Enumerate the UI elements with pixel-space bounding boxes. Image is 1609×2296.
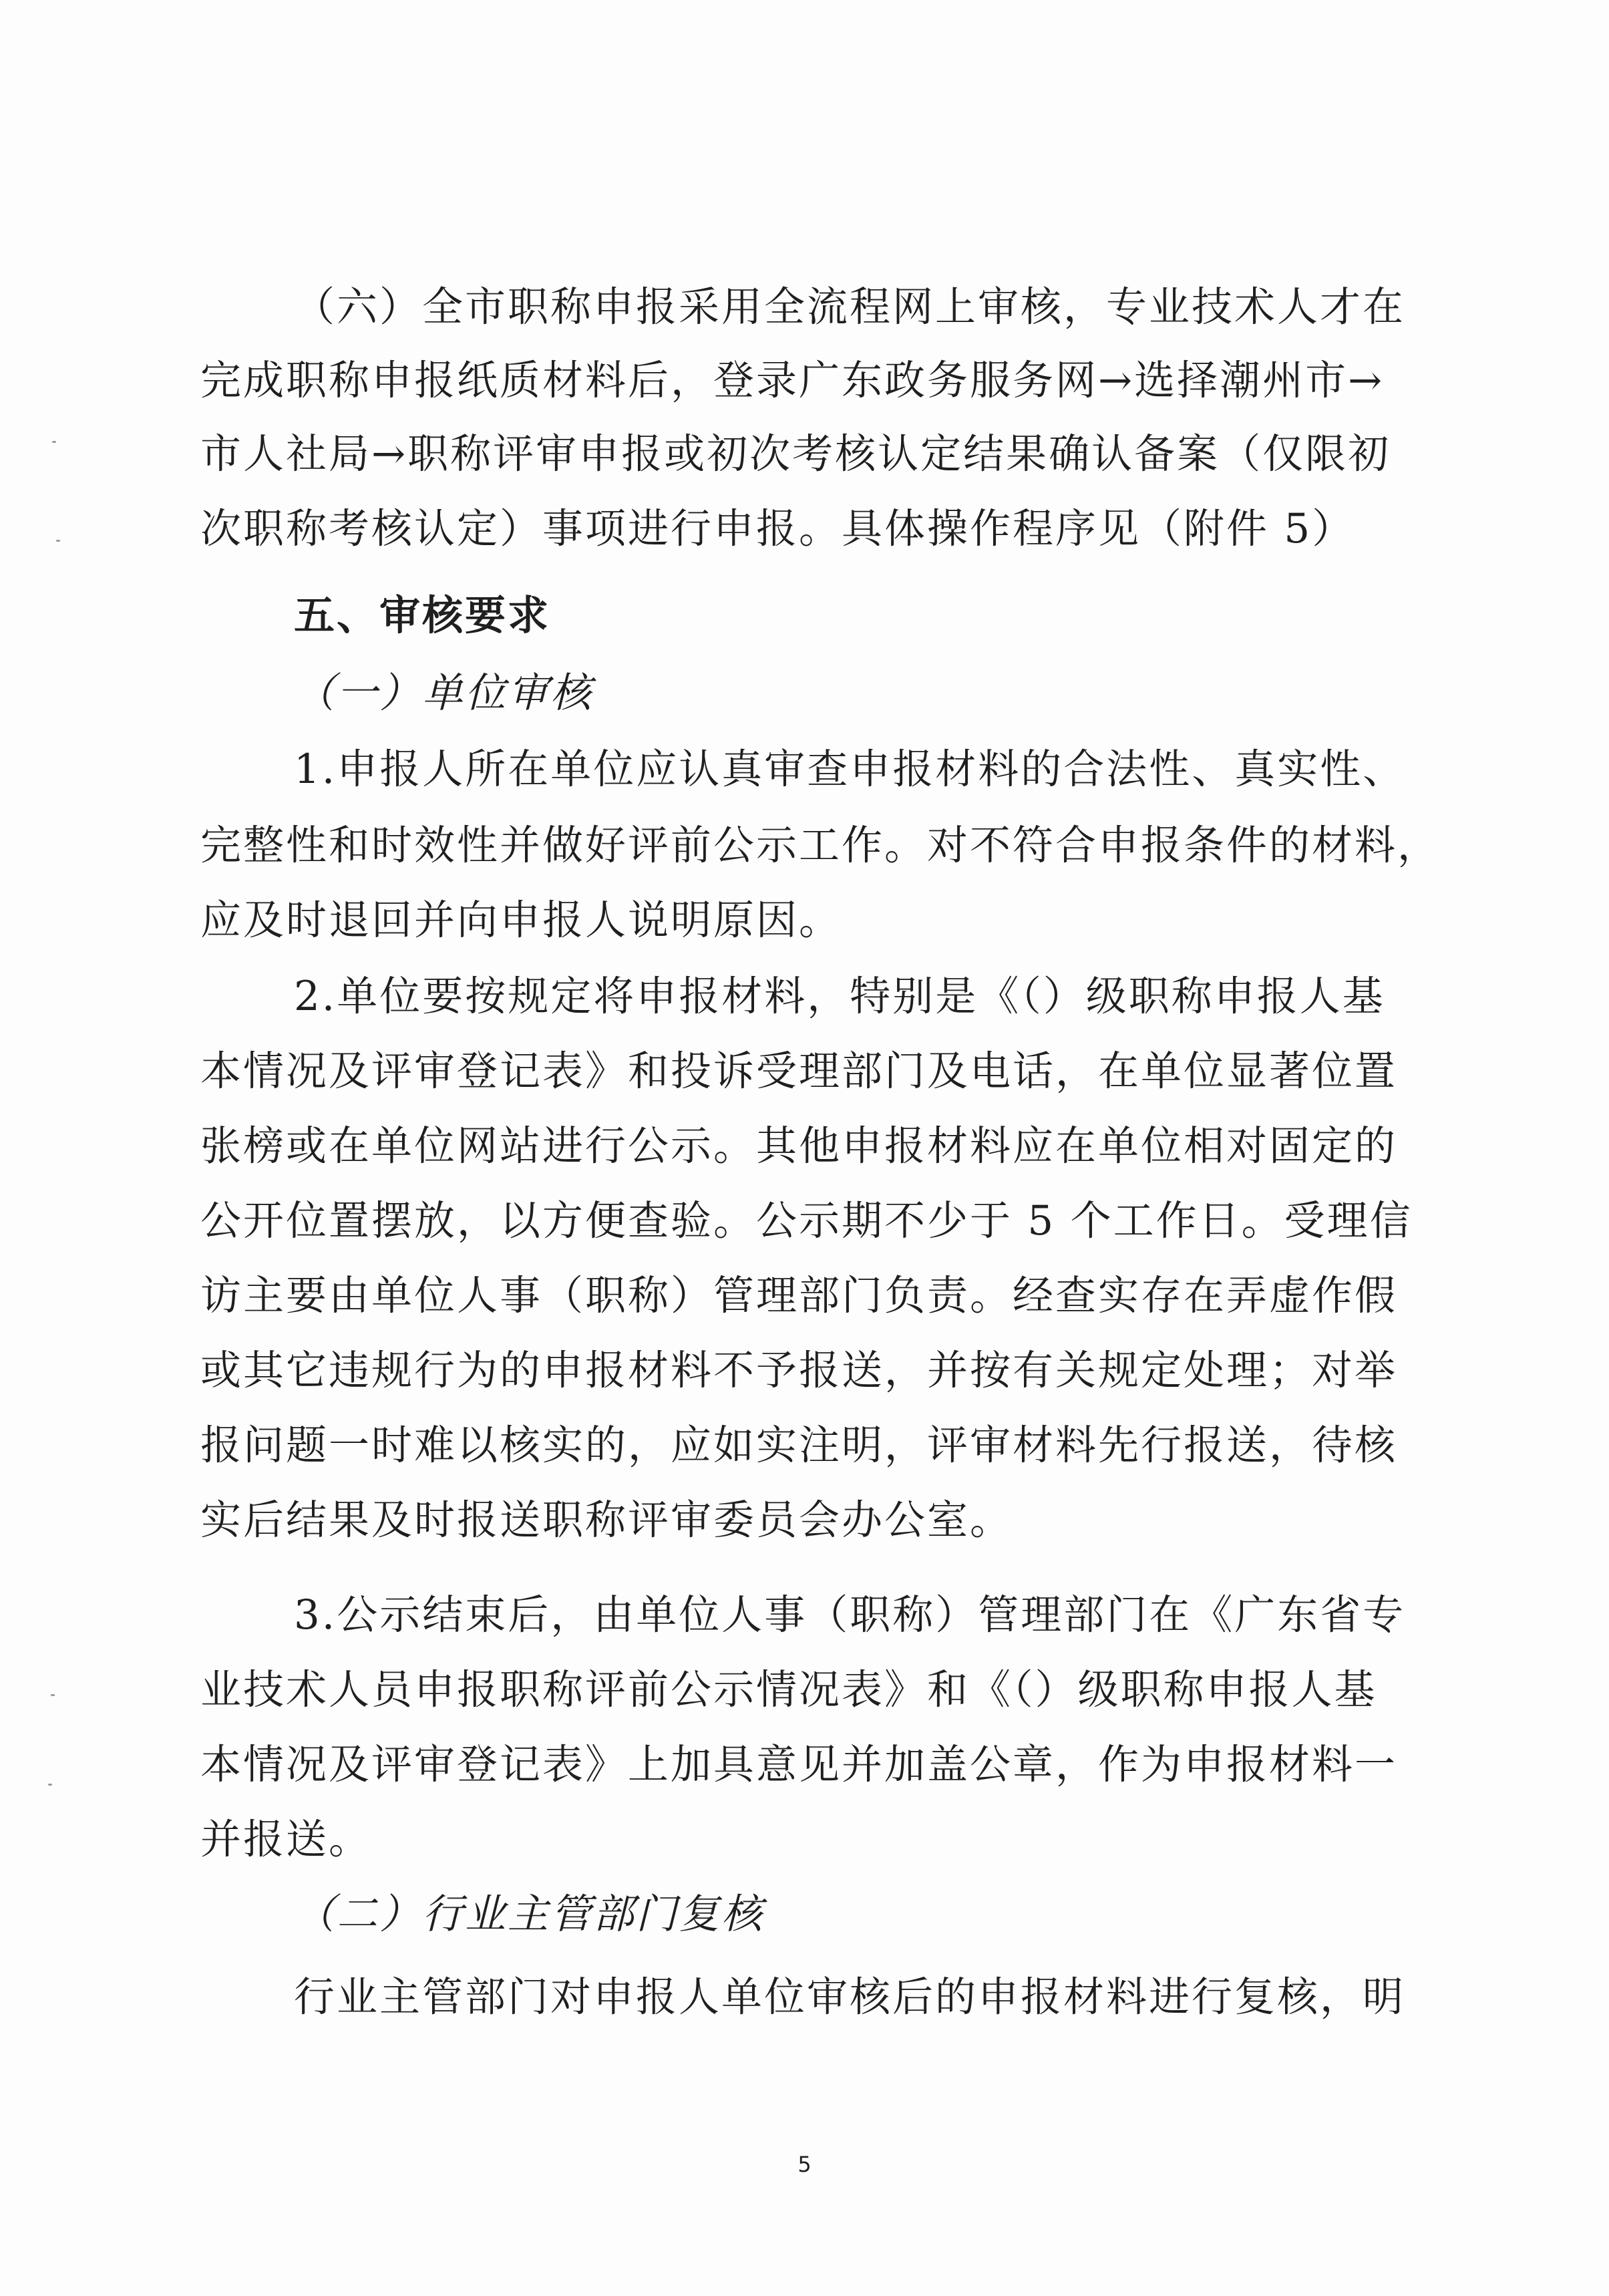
paragraph-line: 业技术人员申报职称评前公示情况表》和《（）级职称申报人基	[200, 1666, 1377, 1713]
paragraph-line: 张榜或在单位网站进行公示。其他申报材料应在单位相对固定的	[200, 1122, 1398, 1170]
paragraph-line: 访主要由单位人事（职称）管理部门负责。经查实存在弄虚作假	[200, 1272, 1398, 1319]
subsection-heading: （一）单位审核	[294, 669, 594, 717]
scan-speck	[52, 441, 56, 443]
page-number: 5	[797, 2152, 812, 2177]
paragraph-line: 本情况及评审登记表》和投诉受理部门及电话，在单位显著位置	[200, 1047, 1398, 1095]
paragraph-line: 市人社局→职称评审申报或初次考核认定结果确认备案（仅限初	[200, 430, 1391, 478]
paragraph-line: 完整性和时效性并做好评前公示工作。对不符合申报条件的材料，	[200, 822, 1441, 869]
paragraph-line: 次职称考核认定）事项进行申报。具体操作程序见（附件 5）	[200, 505, 1355, 552]
paragraph-line: 报问题一时难以核实的，应如实注明，评审材料先行报送，待核	[200, 1422, 1398, 1469]
paragraph-line: 或其它违规行为的申报材料不予报送，并按有关规定处理；对举	[200, 1347, 1398, 1394]
scan-speck	[51, 1694, 55, 1696]
paragraph-line: 本情况及评审登记表》上加具意见并加盖公章，作为申报材料一	[200, 1741, 1398, 1788]
paragraph-line: 实后结果及时报送职称评审委员会办公室。	[200, 1496, 1013, 1544]
scan-speck	[56, 540, 60, 542]
paragraph-line: 2.单位要按规定将申报材料，特别是《（）级职称申报人基	[294, 973, 1385, 1020]
paragraph-line: 行业主管部门对申报人单位审核后的申报材料进行复核，明	[294, 1973, 1406, 2021]
section-heading: 五、审核要求	[294, 592, 551, 639]
paragraph-line: 应及时退回并向申报人说明原因。	[200, 896, 842, 944]
subsection-heading: （二）行业主管部门复核	[294, 1891, 765, 1938]
paragraph-line: 公开位置摆放，以方便查验。公示期不少于 5 个工作日。受理信	[200, 1197, 1413, 1245]
paragraph-line: （六）全市职称申报采用全流程网上审核，专业技术人才在	[294, 283, 1406, 331]
paragraph-line: 1.申报人所在单位应认真审查申报材料的合法性、真实性、	[294, 746, 1406, 793]
paragraph-line: 3.公示结束后，由单位人事（职称）管理部门在《广东省专	[294, 1591, 1406, 1639]
paragraph-line: 完成职称申报纸质材料后，登录广东政务服务网→选择潮州市→	[200, 357, 1385, 404]
paragraph-line: 并报送。	[200, 1816, 372, 1863]
scan-speck	[48, 1784, 52, 1786]
